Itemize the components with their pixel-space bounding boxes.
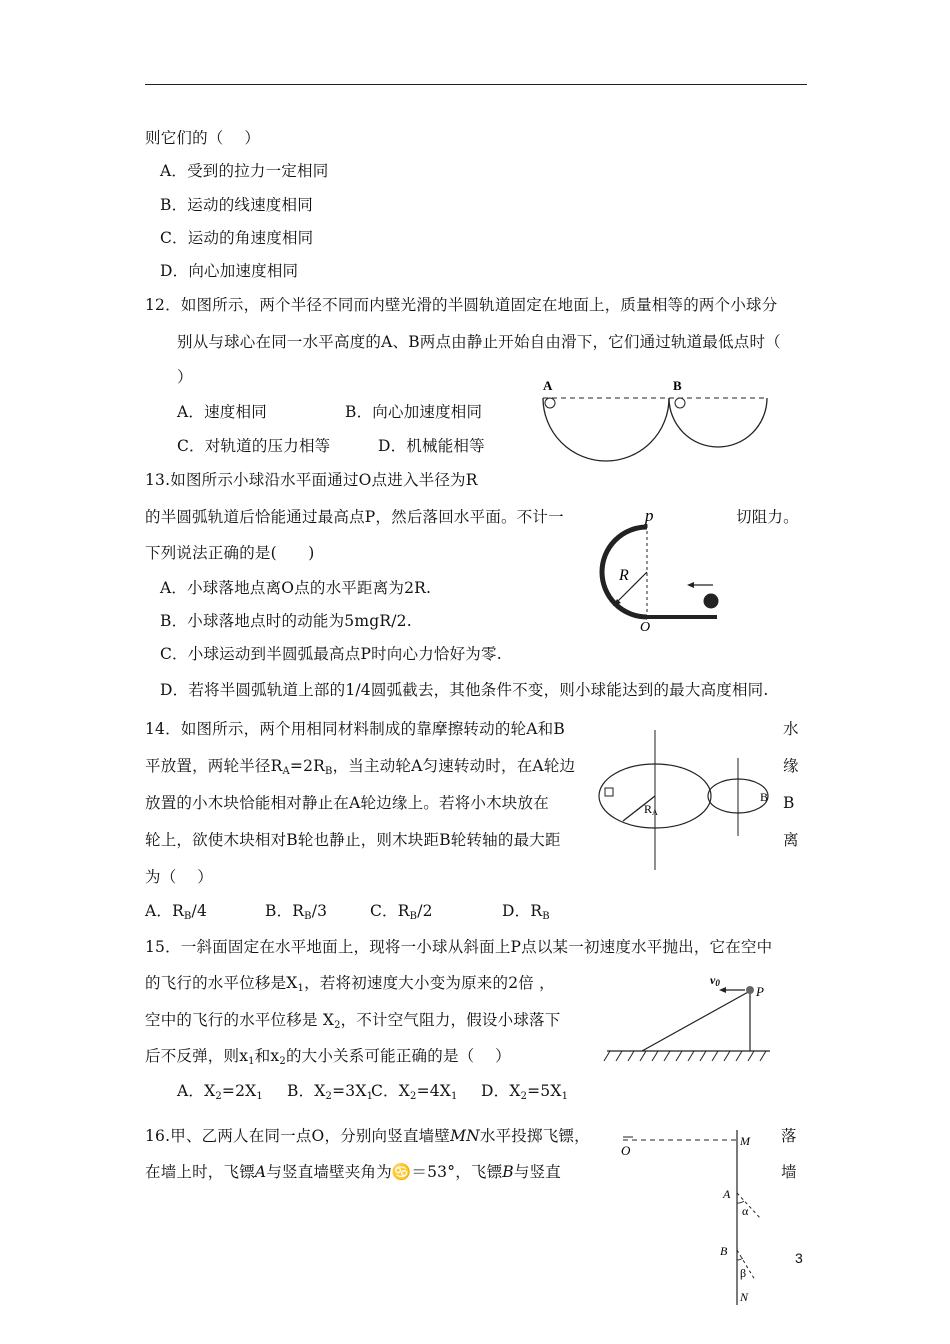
q15-stem-line4: 后不反弹，则$x_1$和$x_2$的大小关系可能正确的是（ ） <box>145 1047 511 1067</box>
q12-label-a: A <box>543 378 553 393</box>
q14-stem-line1: 14．如图所示，两个用相同材料制成的靠摩擦转动的轮A和B <box>145 720 565 738</box>
q13-option-d: D．若将半圆弧轨道上部的1/4圆弧截去，其他条件不变，则小球能达到的最大高度相同. <box>160 681 769 699</box>
q15-option-a: A．$X_2=2X_1$ <box>177 1082 263 1102</box>
svg-text:v0: v0 <box>710 973 720 988</box>
q14-stem-line1-right: 水 <box>783 720 799 738</box>
q13-option-b: B．小球落地点时的动能为5mgR/2. <box>160 612 412 630</box>
q14-figure-friction-wheels <box>598 728 788 873</box>
q16-label-n: N <box>740 1290 749 1304</box>
q11-option-a: A．受到的拉力一定相同 <box>160 162 329 180</box>
q14-stem-line5: 为（ ） <box>145 868 213 886</box>
q16-label-a: A <box>723 1187 731 1201</box>
q14-option-d: D．$R_B$ <box>502 902 550 922</box>
q15-stem-line1: 15．一斜面固定在水平地面上，现将一小球从斜面上P点以某一初速度水平抛出，它在空中 <box>145 938 773 956</box>
q13-label-p: p <box>645 506 654 525</box>
q15-figure-incline-projectile <box>602 968 777 1068</box>
q12-option-c: C．对轨道的压力相等 <box>177 437 331 455</box>
q15-option-c: C．$X_2=4X_1$ <box>371 1082 458 1102</box>
q13-label-o: O <box>640 620 651 635</box>
q14-stem-line2: 平放置，两轮半径$R_A=2R_B$，当主动轮A匀速转动时，在A轮边 <box>145 757 576 777</box>
q12-figure-semicircular-tracks <box>535 372 775 472</box>
q14-stem-line4: 轮上，欲使木块相对B轮也静止，则木块距B轮转轴的最大距 <box>145 831 561 849</box>
q12-option-b: B．向心加速度相同 <box>345 403 483 421</box>
q15-option-d: D．$X_2=5X_1$ <box>481 1082 569 1102</box>
page-number: 3 <box>795 1250 803 1266</box>
q14-stem-line2-right: 缘 <box>783 757 799 775</box>
q13-label-r: R <box>619 567 629 584</box>
q12-stem-line1: 12．如图所示，两个半径不同而内壁光滑的半圆轨道固定在地面上，质量相等的两个小球分 <box>145 296 778 314</box>
q13-option-a: A．小球落地点离O点的水平距离为2R. <box>160 579 432 597</box>
q16-stem-line1-right: 落 <box>781 1127 797 1145</box>
q14-stem-line3: 放置的小木块恰能相对静止在A轮边缘上。若将小木块放在 <box>145 794 549 812</box>
q14-stem-line4-right: 离 <box>783 831 799 849</box>
q15-stem-line3: 空中的飞行的水平位移是 $X_2$，不计空气阻力，假设小球落下 <box>145 1011 561 1031</box>
q13-stem-line3: 下列说法正确的是( ) <box>145 544 315 562</box>
q16-stem-line2: 在墙上时，飞镖A与竖直墙壁夹角为♋＝53°，飞镖B与竖直 <box>145 1163 561 1181</box>
q13-stem-line1: 13.如图所示小球沿水平面通过O点进入半径为R <box>145 471 478 489</box>
q13-figure-semicircle-loop <box>595 500 725 635</box>
q14-option-b: B．$R_B/3$ <box>265 902 328 922</box>
q11-option-c: C．运动的角速度相同 <box>160 229 314 247</box>
q11-stem-tail: 则它们的（ ） <box>145 129 261 147</box>
q16-stem-line2-right: 墙 <box>781 1163 797 1181</box>
header-rule <box>145 84 807 85</box>
q15-label-v0: v <box>710 973 716 987</box>
q15-option-b: B．$X_2=3X_1$ <box>287 1082 374 1102</box>
q13-option-c: C．小球运动到半圆弧最高点P时向心力恰好为零. <box>160 645 502 663</box>
q13-stem-line2-right: 切阻力。 <box>736 508 799 526</box>
q14-option-a: A．$R_B/4$ <box>145 902 208 922</box>
q15-stem-line2: 的飞行的水平位移是$X_1$，若将初速度大小变为原来的2倍 ， <box>145 974 555 994</box>
svg-text:RA: RA <box>644 802 658 817</box>
q14-label-ra: R <box>644 802 653 816</box>
q12-stem-line3: ） <box>177 368 193 386</box>
q11-option-d: D．向心加速度相同 <box>160 262 299 280</box>
q16-label-o: O <box>621 1143 631 1158</box>
q12-stem-line2: 别从与球心在同一水平高度的A、B两点由静止开始自由滑下，它们通过轨道最低点时（ <box>177 333 781 351</box>
q11-option-b: B．运动的线速度相同 <box>160 196 313 214</box>
q16-figure-darts-wall <box>615 1125 775 1310</box>
q16-label-b: B <box>720 1244 728 1258</box>
q14-label-b: B <box>760 790 769 804</box>
q14-stem-line3-right: B <box>783 794 795 812</box>
q16-label-m: M <box>740 1134 750 1148</box>
q15-label-p: P <box>756 984 764 999</box>
q16-label-beta: β <box>740 1266 747 1280</box>
q13-stem-line2: 的半圆弧轨道后恰能通过最高点P，然后落回水平面。不计一 <box>145 508 564 526</box>
q16-stem-line1: 16.甲、乙两人在同一点O，分别向竖直墙壁MN水平投掷飞镖， <box>145 1127 590 1145</box>
q12-option-a: A．速度相同 <box>177 403 267 421</box>
q16-label-alpha: α <box>742 1204 749 1218</box>
q14-option-c: C．$R_B/2$ <box>370 902 433 922</box>
q12-option-d: D．机械能相等 <box>378 437 485 455</box>
q12-label-b: B <box>673 378 682 393</box>
